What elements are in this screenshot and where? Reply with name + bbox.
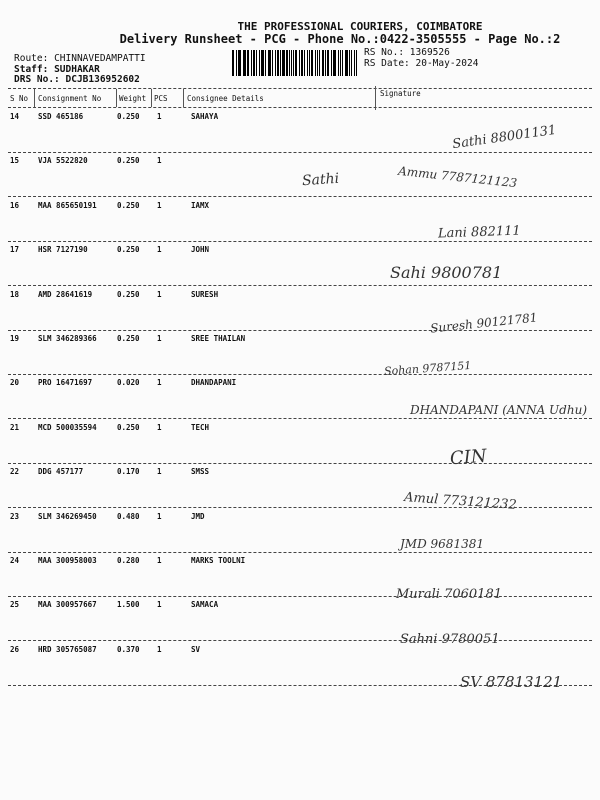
rs-date-line bbox=[364, 58, 478, 69]
cell-consignment: MCD 500035594 bbox=[38, 422, 97, 432]
table-row bbox=[0, 423, 600, 467]
cell-sno: 19 bbox=[10, 334, 20, 343]
cell-pcs: 1 bbox=[157, 200, 162, 210]
row-rule bbox=[8, 285, 592, 286]
cell-sno: 20 bbox=[10, 378, 20, 388]
cell-consignee-details: DHANDAPANI bbox=[191, 378, 237, 388]
handwritten-signature: Sohan 9787151 bbox=[383, 358, 472, 379]
cell-consignment: PRO 16471697 bbox=[38, 378, 93, 388]
cell-pcs: 1 bbox=[157, 600, 162, 610]
row-rule bbox=[8, 241, 592, 242]
cell-consignment: SLM 346269450 bbox=[38, 511, 97, 521]
cell-weight: 0.250 bbox=[117, 200, 140, 210]
cell-sno: 16 bbox=[10, 200, 20, 210]
column-divider bbox=[151, 89, 152, 107]
cell-weight: 0.250 bbox=[117, 334, 140, 343]
table-row bbox=[0, 245, 600, 289]
column-header-details: Consignee Details bbox=[187, 94, 264, 103]
route-label: Route: bbox=[14, 53, 49, 64]
table-row bbox=[0, 290, 600, 334]
row-rule bbox=[8, 196, 592, 197]
cell-sno: 25 bbox=[10, 600, 20, 610]
cell-pcs: 1 bbox=[157, 511, 162, 521]
cell-sno: 26 bbox=[10, 644, 20, 654]
cell-sno: 24 bbox=[10, 556, 20, 565]
column-header-consignment: Consignment No bbox=[38, 94, 102, 103]
table-row bbox=[0, 201, 600, 245]
handwritten-signature: Sahi 9800781 bbox=[390, 263, 503, 282]
row-rule bbox=[8, 418, 592, 419]
route-value: CHINNAVEDAMPATTI bbox=[54, 53, 146, 64]
cell-weight: 0.020 bbox=[117, 378, 140, 388]
column-header-weight: Weight bbox=[119, 94, 147, 103]
handwritten-signature: Sathi bbox=[301, 170, 340, 190]
row-rule bbox=[8, 507, 592, 508]
handwritten-signature: Amul 773121232 bbox=[403, 490, 518, 513]
rs-no-value: 1369526 bbox=[409, 47, 450, 58]
handwritten-signature: Suresh 90121781 bbox=[429, 310, 539, 336]
cell-pcs: 1 bbox=[157, 112, 162, 121]
cell-pcs: 1 bbox=[157, 467, 162, 477]
rs-no-label: RS No.: bbox=[364, 47, 405, 58]
cell-consignee-details: MARKS TOOLNI bbox=[191, 556, 246, 565]
staff-label: Staff: bbox=[14, 64, 49, 75]
cell-sno: 21 bbox=[10, 422, 20, 432]
rs-no-line bbox=[364, 47, 450, 58]
row-rule bbox=[8, 552, 592, 553]
cell-pcs: 1 bbox=[157, 245, 162, 255]
cell-weight: 1.500 bbox=[117, 600, 140, 610]
cell-consignee-details: JOHN bbox=[191, 245, 210, 255]
table-row bbox=[0, 334, 600, 378]
rs-date-value: 20-May-2024 bbox=[415, 58, 479, 69]
table-row bbox=[0, 156, 600, 200]
cell-consignee-details: SMSS bbox=[191, 467, 210, 477]
rs-date-label: RS Date: bbox=[364, 58, 410, 69]
handwritten-signature: Lani 882111 bbox=[437, 223, 521, 242]
table-row bbox=[0, 112, 600, 156]
cell-pcs: 1 bbox=[157, 334, 162, 343]
column-header-signature: Signature bbox=[380, 89, 421, 98]
cell-weight: 0.250 bbox=[117, 112, 140, 121]
report-title: THE PROFESSIONAL COURIERS, COIMBATORE bbox=[237, 20, 483, 33]
cell-consignee-details: TECH bbox=[191, 422, 210, 432]
cell-consignee-details: SREE THAILAN bbox=[191, 334, 246, 343]
cell-consignee-details: JMD bbox=[191, 511, 205, 521]
cell-weight: 0.480 bbox=[117, 511, 140, 521]
cell-weight: 0.250 bbox=[117, 156, 140, 166]
cell-consignee-details: SAHAYA bbox=[191, 112, 219, 121]
drs-label: DRS No.: bbox=[14, 74, 60, 85]
table-row bbox=[0, 600, 600, 644]
cell-pcs: 1 bbox=[157, 289, 162, 299]
cell-weight: 0.250 bbox=[117, 289, 140, 299]
row-rule bbox=[8, 685, 592, 686]
staff-value: SUDHAKAR bbox=[54, 64, 100, 75]
table-row bbox=[0, 378, 600, 422]
row-rule bbox=[8, 374, 592, 375]
cell-weight: 0.250 bbox=[117, 245, 140, 255]
cell-sno: 22 bbox=[10, 467, 20, 477]
cell-weight: 0.250 bbox=[117, 422, 140, 432]
column-header-sno: S No bbox=[10, 94, 29, 103]
handwritten-signature: Ammu 7787121123 bbox=[397, 163, 518, 191]
cell-pcs: 1 bbox=[157, 422, 162, 432]
drs-line bbox=[14, 74, 140, 85]
handwritten-signature: Sahni 9780051 bbox=[400, 632, 500, 647]
cell-consignee-details: SAMACA bbox=[191, 600, 219, 610]
table-row bbox=[0, 556, 600, 600]
table-row bbox=[0, 467, 600, 511]
cell-weight: 0.370 bbox=[117, 644, 140, 654]
handwritten-signature: CIN bbox=[449, 445, 488, 470]
handwritten-signature: SV 87813121 bbox=[460, 673, 563, 691]
handwritten-signature: Sathi 88001131 bbox=[451, 122, 558, 153]
cell-consignment: VJA 5522820 bbox=[38, 156, 88, 166]
cell-weight: 0.280 bbox=[117, 556, 140, 565]
column-divider bbox=[34, 89, 35, 107]
row-rule bbox=[8, 330, 592, 331]
cell-sno: 15 bbox=[10, 156, 20, 166]
barcode-image bbox=[232, 50, 358, 76]
cell-consignment: HRD 305765087 bbox=[38, 644, 97, 654]
cell-weight: 0.170 bbox=[117, 467, 140, 477]
route-line bbox=[14, 53, 146, 64]
cell-consignee-details: SV bbox=[191, 644, 201, 654]
cell-pcs: 1 bbox=[157, 556, 162, 565]
cell-consignment: SSD 465186 bbox=[38, 112, 84, 121]
cell-consignment: MAA 300958003 bbox=[38, 556, 97, 565]
cell-pcs: 1 bbox=[157, 156, 162, 166]
handwritten-signature: JMD 9681381 bbox=[400, 537, 484, 551]
handwritten-signature: DHANDAPANI (ANNA Udhu) bbox=[410, 403, 587, 417]
cell-sno: 23 bbox=[10, 511, 20, 521]
cell-sno: 14 bbox=[10, 112, 20, 121]
column-header-pcs: PCS bbox=[154, 94, 168, 103]
cell-consignee-details: SURESH bbox=[191, 289, 219, 299]
drs-value: DCJB136952602 bbox=[65, 74, 140, 85]
cell-consignment: MAA 865650191 bbox=[38, 200, 97, 210]
column-divider bbox=[183, 89, 184, 107]
row-rule bbox=[8, 152, 592, 153]
report-subtitle: Delivery Runsheet - PCG - Phone No.:0422-3505555 - Page No.:2 bbox=[119, 32, 561, 46]
column-divider bbox=[116, 89, 117, 107]
cell-consignment: SLM 346289366 bbox=[38, 334, 97, 343]
table-row bbox=[0, 645, 600, 689]
cell-consignment: DDG 457177 bbox=[38, 467, 84, 477]
handwritten-signature: Murali 7060181 bbox=[396, 587, 502, 602]
cell-consignment: AMD 28641619 bbox=[38, 289, 93, 299]
cell-pcs: 1 bbox=[157, 644, 162, 654]
table-top-rule bbox=[8, 88, 592, 89]
row-rule bbox=[8, 596, 592, 597]
table-row bbox=[0, 512, 600, 556]
table-header-rule bbox=[8, 107, 592, 108]
row-rule bbox=[8, 640, 592, 641]
cell-sno: 18 bbox=[10, 289, 20, 299]
cell-consignee-details: IAMX bbox=[191, 200, 210, 210]
cell-pcs: 1 bbox=[157, 378, 162, 388]
cell-consignment: MAA 300957667 bbox=[38, 600, 97, 610]
cell-sno: 17 bbox=[10, 245, 20, 255]
cell-consignment: HSR 7127190 bbox=[38, 245, 88, 255]
row-rule bbox=[8, 463, 592, 464]
